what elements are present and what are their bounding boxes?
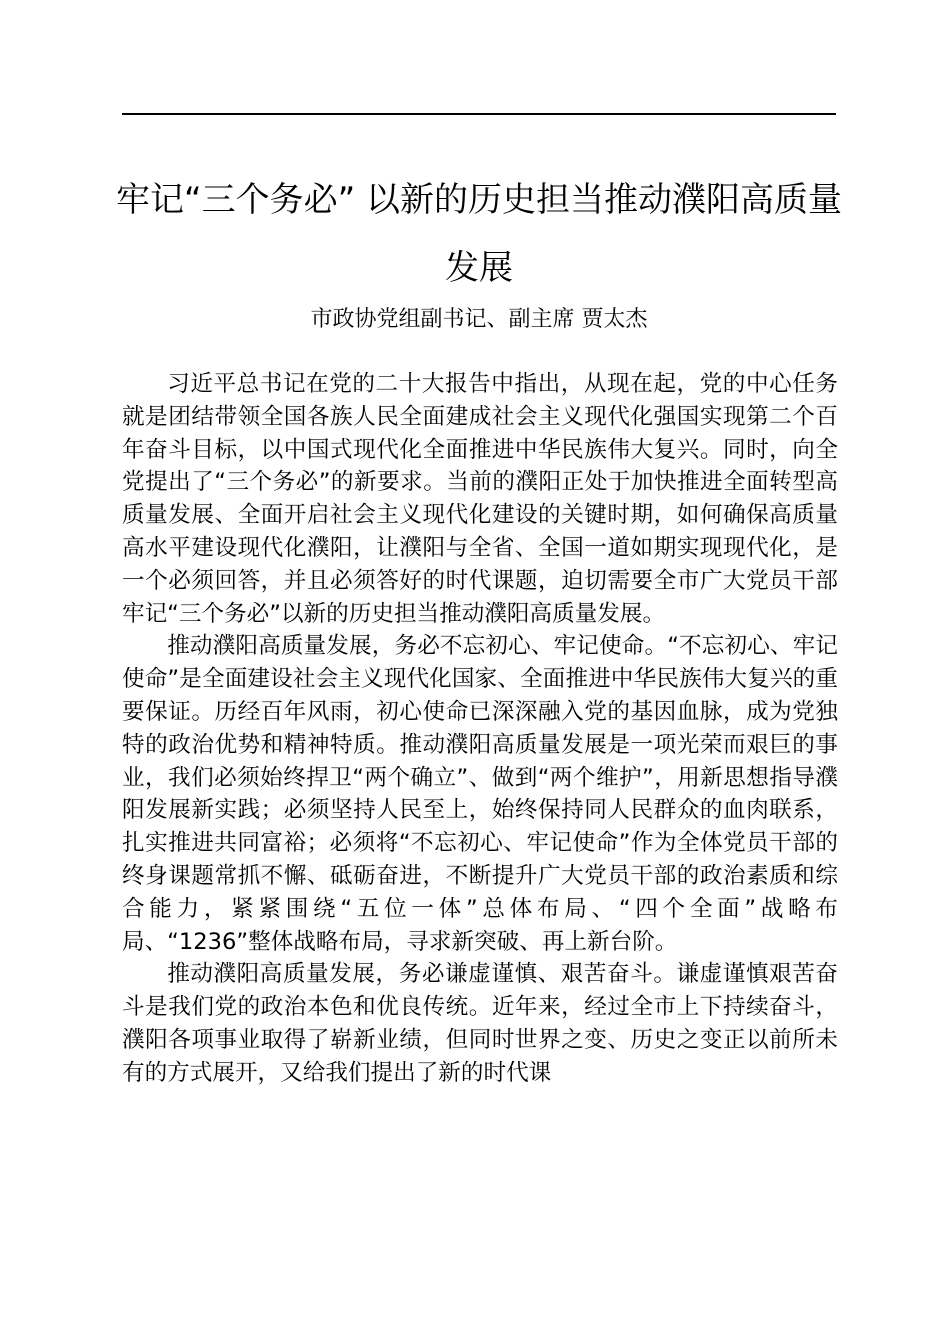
document-title: 牢记“三个务必” 以新的历史担当推动濮阳高质量发展: [115, 180, 843, 288]
header-divider: [122, 113, 836, 115]
author-line: 市政协党组副书记、副主席 贾太杰: [310, 307, 648, 332]
article-body: [122, 368, 838, 1090]
paragraph-1: 习近平总书记在党的二十大报告中指出，从现在起，党的中心任务就是团结带领全国各族人民全面建成社会主义现代化强国实现第二个百年奋斗目标，以中国式现代化全面推进中华民族伟大复兴。同时，向全党提出了“三个务必”的新要求。当前的濮阳正处于加快推进全面转型高质量发展、全面开启社会主义现代化建设的关键时期，如何确保高质量高水平建设现代化濮阳，让濮阳与全省、全国一道如期实现现代化，是一个必须回答，并且必须答好的时代课题，迫切需要全市广大党员干部牢记“三个务必”以新的历史担当推动濮阳高质量发展。: [122, 371, 838, 627]
paragraph-3: 推动濮阳高质量发展，务必谦虚谨慎、艰苦奋斗。谦虚谨慎艰苦奋斗是我们党的政治本色和优良传统。近年来，经过全市上下持续奋斗，濮阳各项事业取得了崭新业绩，但同时世界之变、历史之变正以前所未有的方式展开，又给我们提出了新的时代课: [122, 961, 838, 1086]
paragraph-2: 推动濮阳高质量发展，务必不忘初心、牢记使命。“不忘初心、牢记使命”是全面建设社会主义现代化国家、全面推进中华民族伟大复兴的重要保证。历经百年风雨，初心使命已深深融入党的基因血脉，成为党独特的政治优势和精神特质。推动濮阳高质量发展是一项光荣而艰巨的事业，我们必须始终捍卫“两个确立”、做到“两个维护”，用新思想指导濮阳发展新实践；必须坚持人民至上，始终保持同人民群众的血肉联系，扎实推进共同富裕；必须将“不忘初心、牢记使命”作为全体党员干部的终身课题常抓不懈、砥砺奋进，不断提升广大党员干部的政治素质和综合能力，紧紧围绕“五位一体”总体布局、“四个全面”战略布局、“1236”整体战略布局，寻求新突破、再上新台阶。: [122, 633, 838, 955]
